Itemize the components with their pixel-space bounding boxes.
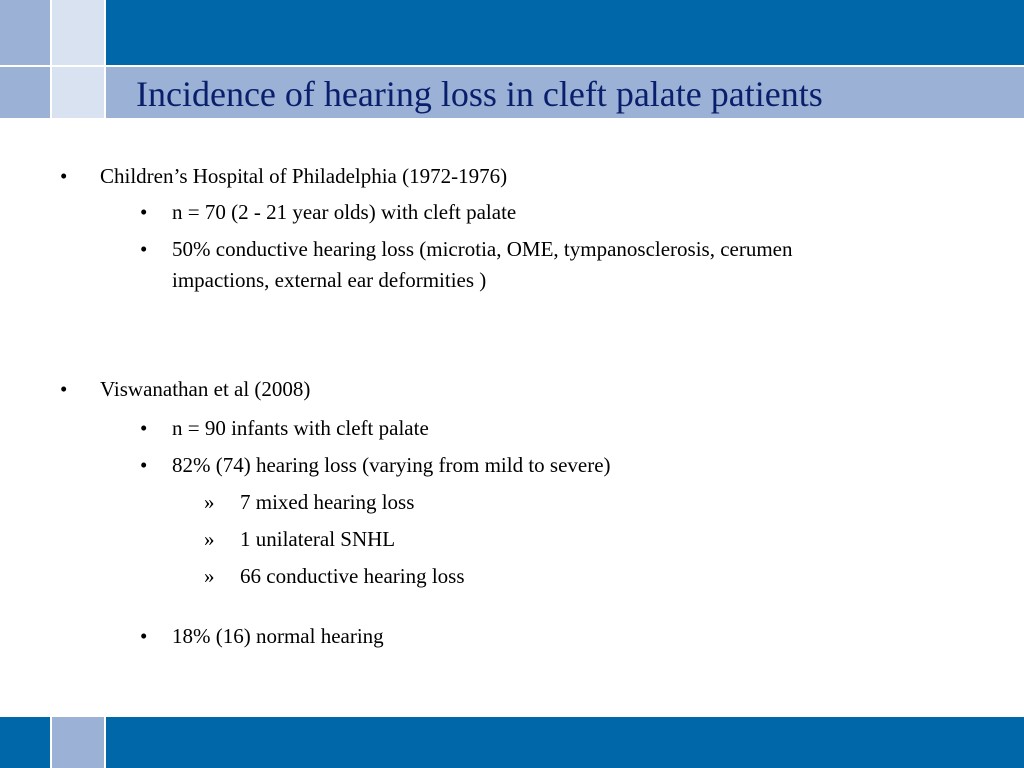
list-item: 82% (74) hearing loss (varying from mild to severe) <box>172 453 611 477</box>
list-item: 18% (16) normal hearing <box>172 624 384 648</box>
header-accent-square <box>0 0 50 66</box>
bullet-icon: • <box>140 237 148 261</box>
bullet-icon: • <box>60 164 68 188</box>
sub-bullet-icon: » <box>204 527 215 551</box>
sub-list-item: 1 unilateral SNHL <box>240 527 396 551</box>
section-heading: Viswanathan et al (2008) <box>100 377 311 401</box>
bullet-icon: • <box>140 453 148 477</box>
bullet-icon: • <box>140 200 148 224</box>
header-accent-square <box>52 66 104 118</box>
bullet-icon: • <box>60 377 68 401</box>
list-item: n = 70 (2 - 21 year olds) with cleft palate <box>172 200 517 224</box>
slide-title: Incidence of hearing loss in cleft palate patients <box>136 74 823 114</box>
list-item: n = 90 infants with cleft palate <box>172 416 429 440</box>
list-item-continuation: impactions, external ear deformities ) <box>172 268 487 292</box>
header-band-dark <box>0 0 1024 66</box>
footer-divider <box>50 717 52 768</box>
sub-bullet-icon: » <box>204 564 215 588</box>
header-divider <box>0 65 1024 67</box>
footer-band <box>0 717 1024 768</box>
header-divider <box>50 0 52 118</box>
header-divider <box>104 0 106 118</box>
header-accent-square <box>52 0 104 66</box>
list-item: 50% conductive hearing loss (microtia, OME, tympanosclerosis, cerumen <box>172 237 793 261</box>
bullet-icon: • <box>140 416 148 440</box>
section-heading: Children’s Hospital of Philadelphia (1972-1976) <box>100 164 508 188</box>
footer-accent-square <box>52 717 104 768</box>
sub-list-item: 7 mixed hearing loss <box>240 490 415 514</box>
bullet-icon: • <box>140 624 148 648</box>
sub-bullet-icon: » <box>204 490 215 514</box>
sub-list-item: 66 conductive hearing loss <box>240 564 465 588</box>
footer-divider <box>104 717 106 768</box>
